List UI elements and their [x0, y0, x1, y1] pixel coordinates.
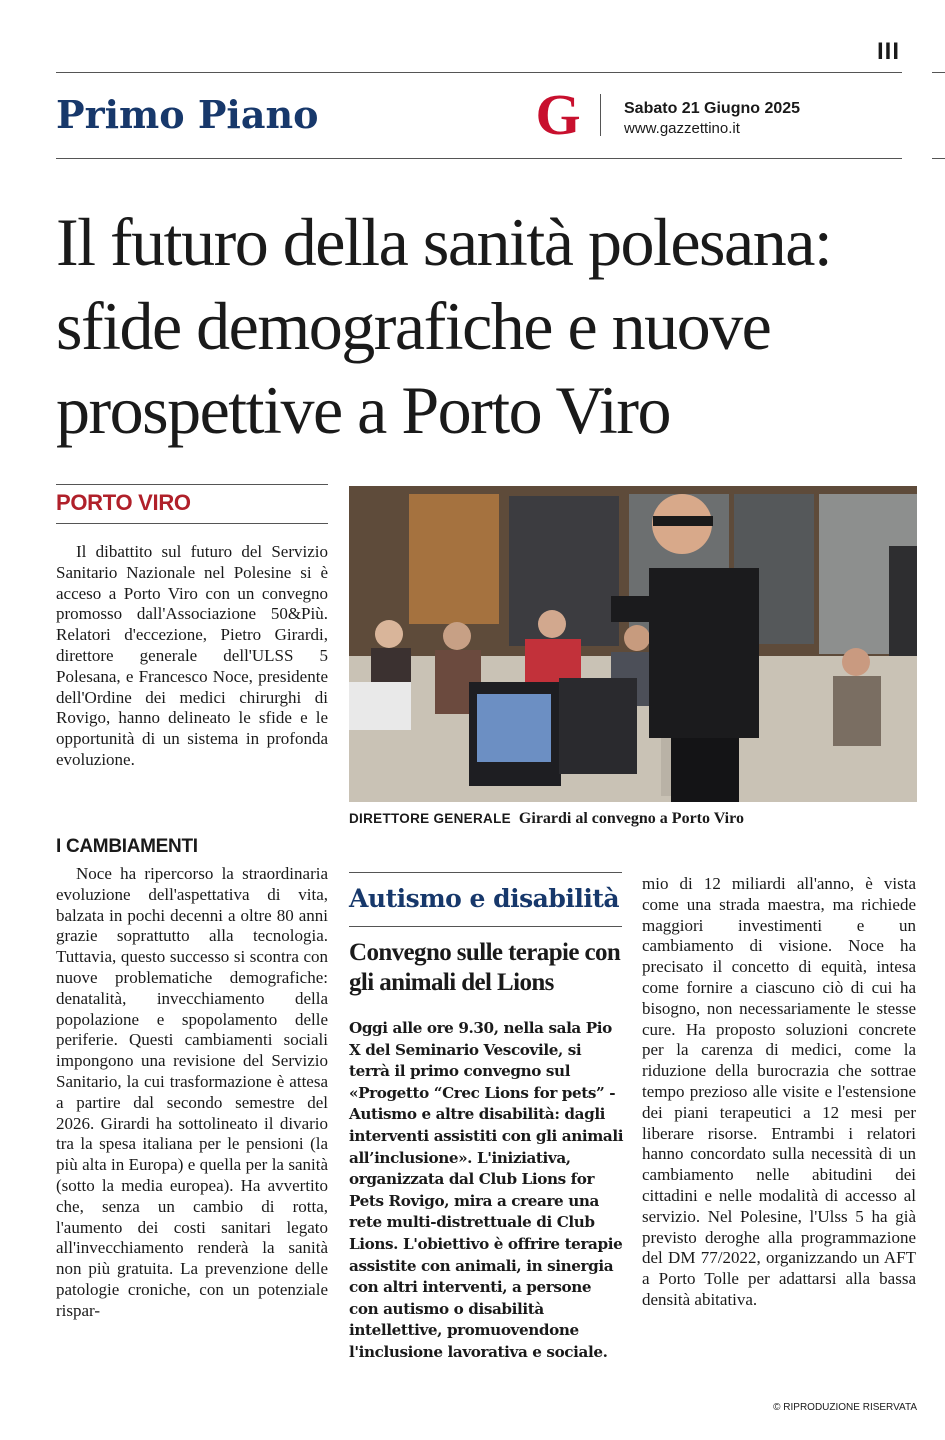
article-body-column-3: [642, 874, 916, 1311]
kicker-rule-top: [56, 484, 328, 485]
caption-text: Girardi al convegno a Porto Viro: [518, 810, 744, 827]
gazzettino-logo: [531, 86, 585, 140]
headline-line: prospettive a Porto Viro: [56, 372, 671, 448]
box-rule-bottom: [349, 926, 622, 927]
headline-line: Il futuro della sanità polesana:: [56, 204, 832, 280]
copyright-notice: © RIPRODUZIONE RISERVATA: [773, 1402, 917, 1413]
headline-line: sfide demografiche e nuove: [56, 288, 771, 364]
page-number: III: [876, 38, 900, 65]
section-title: Primo Piano: [56, 92, 319, 137]
body-paragraph-continued: mio di 12 miliardi all'anno, è vista come una strada maestra, ma richiede maggiori investimenti e un cambiamento di visione. Noce ha precisato il concetto di equità, intesa come fornire a ciascuno ciò di cui ha bisogno, non necessariamente le stesse cure. Ha proposto soluzioni concrete per la carenza di medici, come la riduzione della burocrazia che sottrae tempo prezioso alle visite e l'estensione dei piani terapeutici a 12 mesi per liberare risorse. Entrambi i relatori hanno concordato sulla necessità di un cambiamento nelle abitudini dei cittadini e nelle modalità di accesso al servizio. Nel Polesine, l'Ulss 5 ha già previsto deroghe alla programmazione del DM 77/2022, organizzando un AFT a Porto Tolle per adattarsi alla bassa densità abitativa.: [642, 874, 916, 1309]
top-rule-edge: [932, 72, 945, 73]
issue-date: Sabato 21 Giugno 2025: [624, 100, 801, 117]
logo-letter: G: [535, 86, 581, 140]
box-body: Oggi alle ore 9.30, nella sala Pio X del Seminario Vescovile, si terrà il primo convegno sul «Progetto “Crec Lions for pets” - Autismo e altre disabilità: dagli interventi assistiti con gli animali all’inclusione». L'iniziativa, organizzata dal Club Lions for Pets Rovigo, mira a creare una rete multi-distrettuale di Club Lions. L'obiettivo è offrire terapie assistite con animali, in sinergia con altri interventi, a persone con autismo o disabilità intellettive, promuovendone l'inclusione lavorativa e sociale.: [349, 1019, 624, 1361]
caption-label: DIRETTORE GENERALE: [349, 811, 511, 826]
headline: [56, 200, 926, 452]
top-rule: [56, 72, 902, 73]
header-rule-edge: [932, 158, 945, 159]
header-rule: [56, 158, 902, 159]
intro-paragraph: Il dibattito sul futuro del Servizio Sanitario Nazionale nel Polesine si è acceso a Porto Viro con un convegno promosso dall'Associazione 50&Più. Relatori d'eccezione, Pietro Girardi, direttore generale dell'ULSS 5 Polesana, e Francesco Noce, presidente dell'Ordine dei medici chirurghi di Rovigo, hanno delineato le sfide e le opportunità di un sistema in profonda evoluzione.: [56, 542, 328, 769]
box-section-title: Autismo e disabilità: [349, 884, 620, 913]
conference-photo: [349, 486, 917, 802]
location-kicker: PORTO VIRO: [56, 490, 191, 515]
subheading: I CAMBIAMENTI: [56, 836, 198, 857]
article-body-column-1: [56, 864, 328, 1322]
website-link[interactable]: www.gazzettino.it: [624, 120, 740, 137]
article-intro: [56, 542, 328, 771]
photo-caption: [349, 810, 744, 828]
logo-separator: [600, 94, 601, 136]
kicker-rule-bottom: [56, 523, 328, 524]
box-title: Convegno sulle terapie con gli animali del Lions: [349, 939, 621, 996]
body-paragraph: Noce ha ripercorso la straordinaria evoluzione dell'aspettativa di vita, balzata in pochi decenni a oltre 80 anni grazie soprattutto alla tecnologia. Tuttavia, questo successo si scontra con nuove problematiche demografiche: denatalità, invecchiamento della popolazione e spopolamento delle periferie. Questi cambiamenti sociali impongono una revisione del Servizio Sanitario, la cui trasformazione è attesa a partire dal secondo semestre del 2026. Girardi ha sottolineato il divario tra la spesa italiana per le pensioni (la più alta in Europa) e quella per la sanità (sotto la media europea). Ha avvertito che, senza un cambio di rotta, l'aumento dei costi sanitari legato all'invecchiamento renderà la sanità non più gratuita. La prevenzione delle patologie croniche, con un potenziale rispar-: [56, 864, 328, 1320]
box-rule-top: [349, 872, 622, 873]
